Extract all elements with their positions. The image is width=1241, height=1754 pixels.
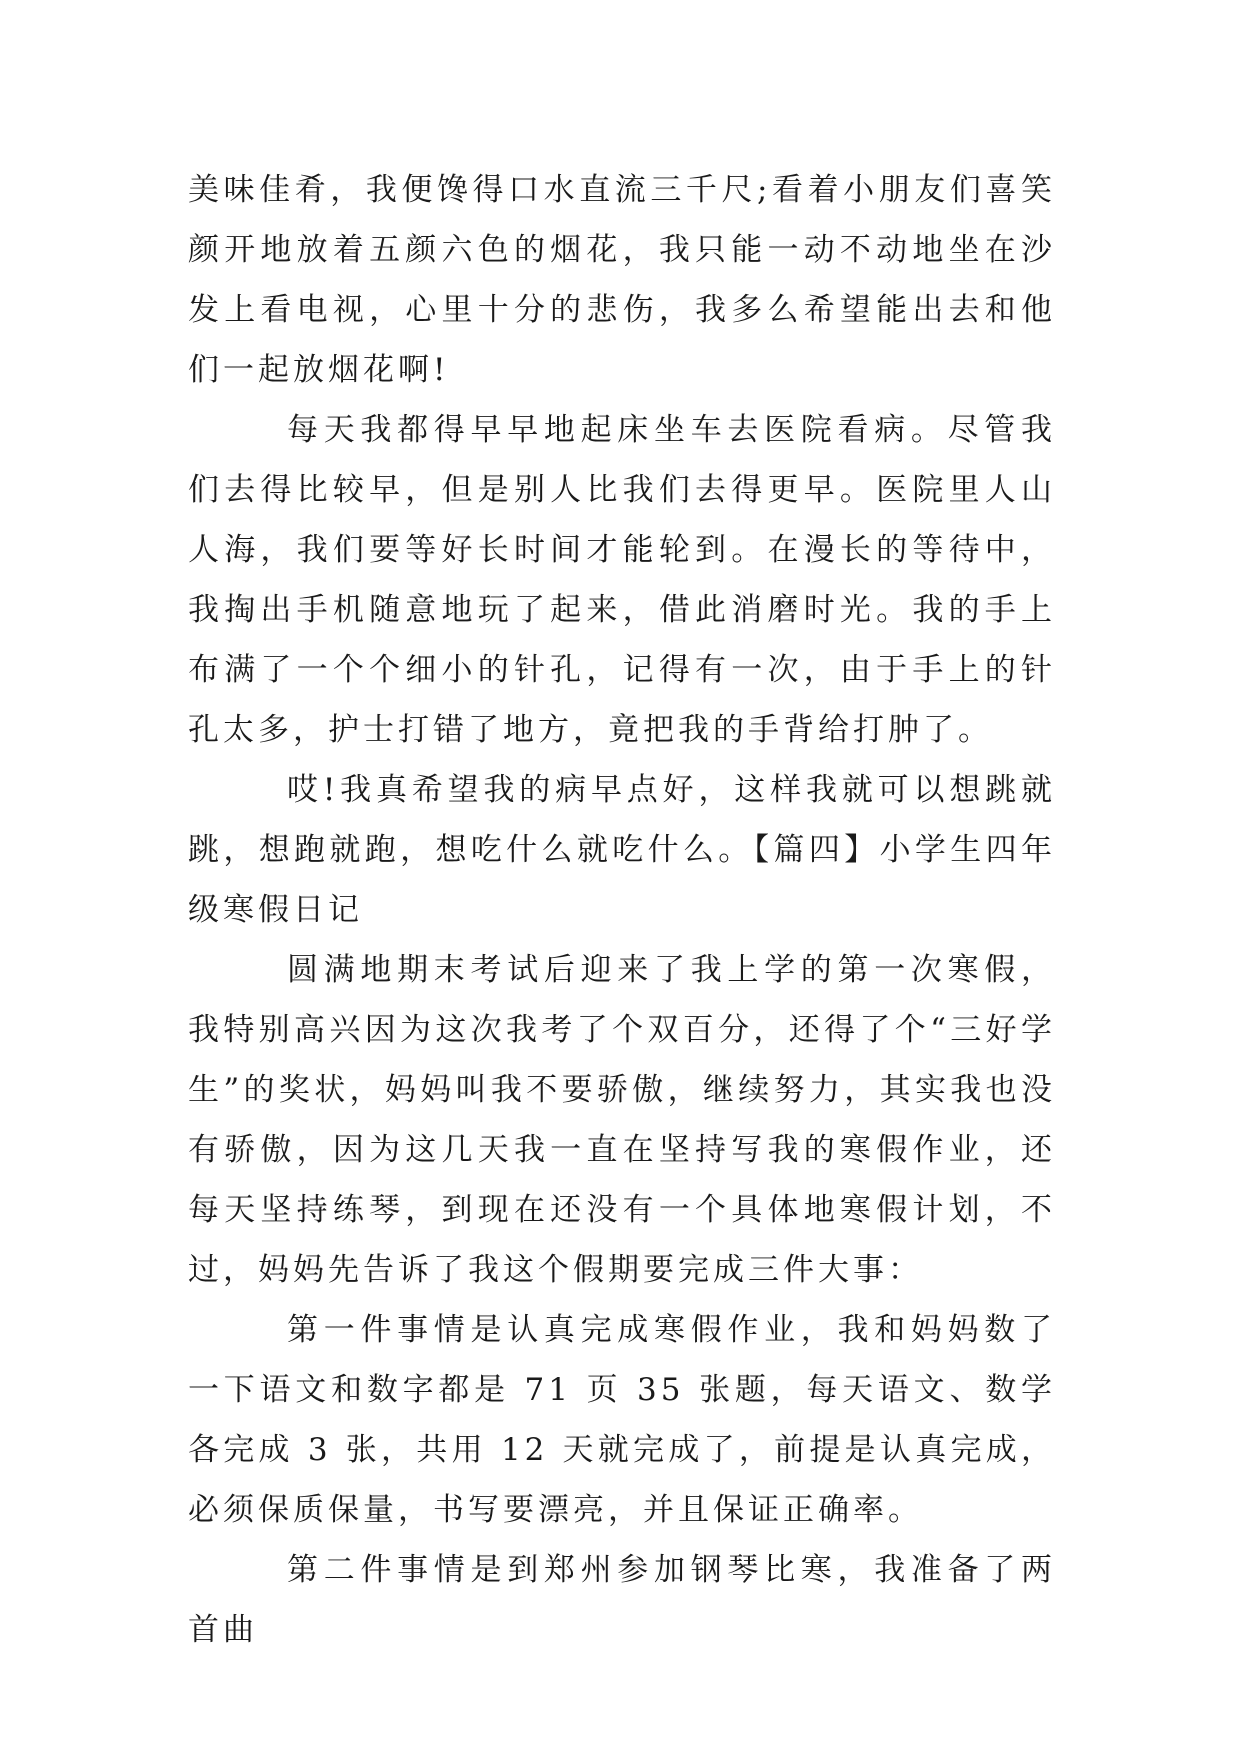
- paragraph-6: 第二件事情是到郑州参加钢琴比寒，我准备了两首曲: [188, 1552, 1056, 1648]
- paragraph-4: 圆满地期末考试后迎来了我上学的第一次寒假，我特别高兴因为这次我考了个双百分，还得了个“三好学生”的奖状，妈妈叫我不要骄傲，继续努力，其实我也没有骄傲，因为这几天我一直在坚持写我的寒假作业，还每天坚持练琴，到现在还没有一个具体地寒假计划，不过，妈妈先告诉了我这个假期要完成三件大事：: [188, 952, 1056, 1288]
- paragraph-5: 第一件事情是认真完成寒假作业，我和妈妈数了一下语文和数字都是 71 页 35 张题，每天语文、数学各完成 3 张，共用 12 天就完成了，前提是认真完成，必须保质保量，书写要漂亮，并且保证正确率。: [188, 1312, 1056, 1528]
- paragraph-2: 每天我都得早早地起床坐车去医院看病。尽管我们去得比较早，但是别人比我们去得更早。医院里人山人海，我们要等好长时间才能轮到。在漫长的等待中，我掏出手机随意地玩了起来，借此消磨时光。我的手上布满了一个个细小的针孔，记得有一次，由于手上的针孔太多，护士打错了地方，竟把我的手背给打肿了。: [188, 412, 1056, 748]
- paragraph-1: 美味佳肴，我便馋得口水直流三千尺;看着小朋友们喜笑颜开地放着五颜六色的烟花，我只能一动不动地坐在沙发上看电视，心里十分的悲伤，我多么希望能出去和他们一起放烟花啊!: [188, 172, 1056, 388]
- paragraph-3: 哎!我真希望我的病早点好，这样我就可以想跳就跳，想跑就跑，想吃什么就吃什么。【篇四】小学生四年级寒假日记: [188, 772, 1056, 928]
- body-text: [188, 160, 1056, 1660]
